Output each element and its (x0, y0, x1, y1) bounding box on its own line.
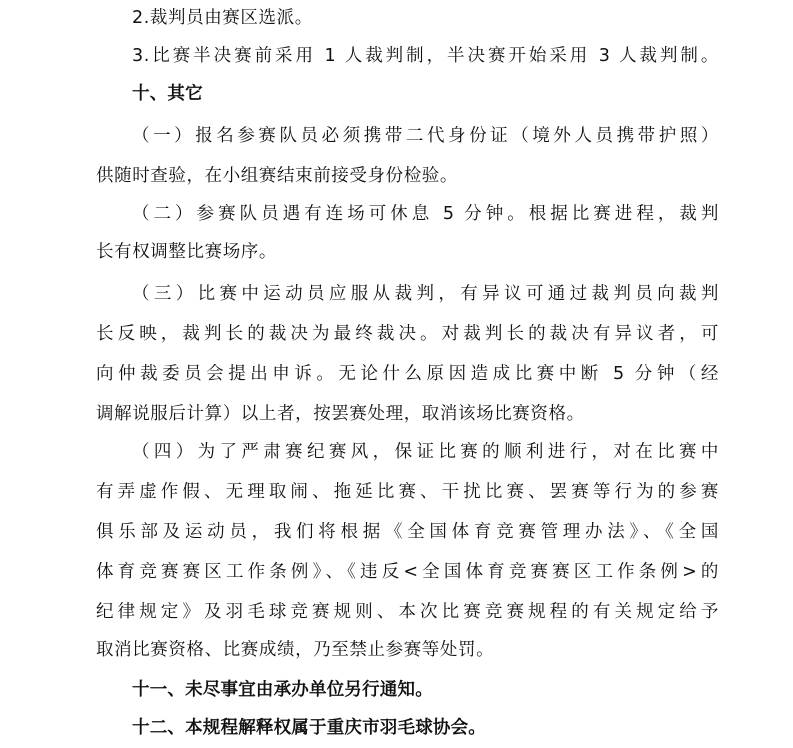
clause-2-line-2: 长有权调整比赛场序。 (96, 242, 277, 262)
clause-4-line-4: 体育竞赛赛区工作条例》、《违反<全国体育竞赛赛区工作条例>的 (96, 562, 719, 582)
clause-4-line-5: 纪律规定》及羽毛球竞赛规则、本次比赛竞赛规程的有关规定给予 (96, 602, 719, 622)
section-heading-pending-matters: 十一、未尽事宜由承办单位另行通知。 (132, 680, 433, 700)
clause-4-line-2: 有弄虚作假、无理取闹、拖延比赛、干扰比赛、罢赛等行为的参赛 (96, 482, 719, 502)
section-heading-interpretation: 十二、本规程解释权属于重庆市羽毛球协会。 (132, 718, 486, 738)
clause-4-line-6: 取消比赛资格、比赛成绩，乃至禁止参赛等处罚。 (96, 640, 495, 660)
section-heading-other: 十、其它 (132, 84, 203, 104)
rule-line-referee-system: 3.比赛半决赛前采用 1 人裁判制，半决赛开始采用 3 人裁判制。 (132, 46, 719, 66)
clause-3-line-4: 调解说服后计算）以上者，按罢赛处理，取消该场比赛资格。 (96, 404, 585, 424)
clause-1-line-1: （一）报名参赛队员必须携带二代身份证（境外人员携带护照） (132, 126, 719, 146)
rule-line-referee-assignment: 2.裁判员由赛区选派。 (132, 8, 313, 28)
clause-3-line-1: （三）比赛中运动员应服从裁判，有异议可通过裁判员向裁判 (132, 284, 719, 304)
clause-4-line-3: 俱乐部及运动员，我们将根据《全国体育竞赛管理办法》、《全国 (96, 522, 719, 542)
clause-3-line-3: 向仲裁委员会提出申诉。无论什么原因造成比赛中断 5 分钟（经 (96, 364, 719, 384)
clause-2-line-1: （二）参赛队员遇有连场可休息 5 分钟。根据比赛进程，裁判 (132, 204, 719, 224)
clause-3-line-2: 长反映，裁判长的裁决为最终裁决。对裁判长的裁决有异议者，可 (96, 324, 719, 344)
clause-1-line-2: 供随时查验，在小组赛结束前接受身份检验。 (96, 166, 458, 186)
clause-4-line-1: （四）为了严肃赛纪赛风，保证比赛的顺利进行，对在比赛中 (132, 442, 719, 462)
